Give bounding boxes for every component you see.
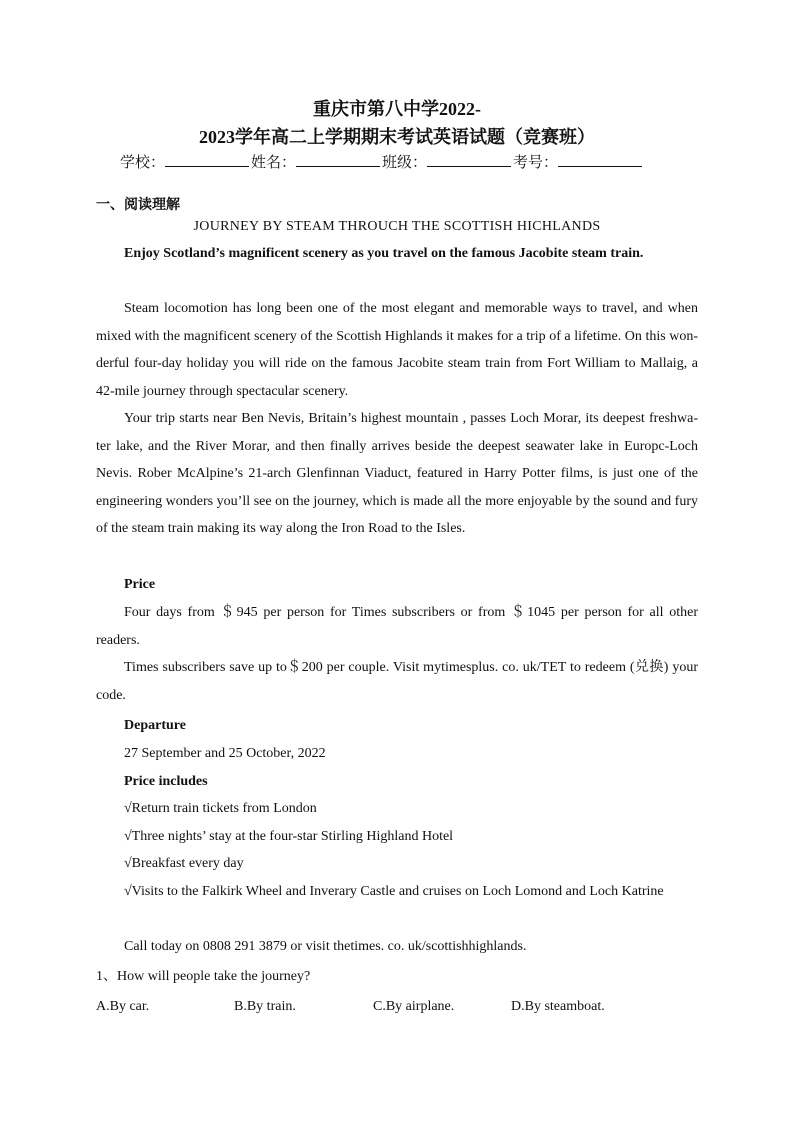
question-number: 1、	[96, 969, 117, 984]
option-d[interactable]: D.By steamboat.	[511, 999, 605, 1014]
departure-text: 27 September and 25 October, 2022	[124, 746, 326, 761]
departure-heading: Departure	[124, 718, 186, 733]
school-blank[interactable]	[165, 152, 249, 167]
name-blank[interactable]	[296, 152, 380, 167]
price-heading: Price	[124, 577, 156, 592]
exam-number-label: 考号：	[513, 155, 559, 171]
exam-title-line1: 重庆市第八中学2022-	[313, 99, 481, 119]
school-label: 学校：	[120, 155, 166, 171]
subscribers-text: Times subscribers save up to＄200 per couple. Visit mytimesplus. co. uk/TET to redeem (兑换) your code.	[96, 660, 698, 703]
name-label: 姓名：	[251, 155, 297, 171]
exam-title-line2: 2023学年高二上学期期末考试英语试题（竞赛班）	[199, 127, 595, 147]
article-paragraph-1: Steam locomotion has long been one of the most elegant and memorable ways to travel, and when mixed with the magnificent scenery of the Scottish Highlands it makes for a trip of a lifetime. On this won-derful four-day holiday you will ride on the famous Jacobite steam train from Fort William to Mallaig, a 42-mile journey through spectacular scenery.	[96, 301, 698, 399]
class-label: 班级：	[382, 155, 428, 171]
section-heading: 一、阅读理解	[96, 198, 180, 213]
includes-item: √Three nights’ stay at the four-star Stirling Highland Hotel	[124, 829, 454, 844]
includes-item: √Visits to the Falkirk Wheel and Inverary Castle and cruises on Loch Lomond and Loch Katrine	[124, 884, 664, 899]
article-intro: Enjoy Scotland’s magnificent scenery as you travel on the famous Jacobite steam train.	[124, 246, 644, 261]
option-c[interactable]: C.By airplane.	[373, 999, 455, 1014]
includes-item: √Breakfast every day	[124, 856, 244, 871]
includes-heading: Price includes	[124, 774, 208, 789]
call-text: Call today on 0808 291 3879 or visit thetimes. co. uk/scottishhighlands.	[124, 939, 527, 954]
article-paragraph-2: Your trip starts near Ben Nevis, Britain’s highest mountain , passes Loch Morar, its deepest freshwa-ter lake, and the River Morar, and then finally arrives beside the deepest seawater lake in Europc-Loch Nevis. Rober McAlpine’s 21-arch Glenfinnan Viaduct, featured in Harry Potter films, is just one of the engineering wonders you’ll see on the journey, which is made all the more enjoyable by the sound and fury of the steam train making its way along the Iron Road to the Isles.	[96, 411, 698, 537]
option-a[interactable]: A.By car.	[96, 999, 150, 1014]
article-title: JOURNEY BY STEAM THROUCH THE SCOTTISH HICHLANDS	[193, 219, 601, 234]
includes-item: √Return train tickets from London	[124, 801, 317, 816]
student-info-line	[120, 152, 680, 174]
class-blank[interactable]	[427, 152, 511, 167]
option-b[interactable]: B.By train.	[234, 999, 296, 1014]
exam-number-blank[interactable]	[558, 152, 642, 167]
question-text: How will people take the journey?	[117, 969, 311, 984]
price-text: Four days from ＄945 per person for Times subscribers or from ＄1045 per person for all other readers.	[96, 605, 698, 648]
question-1	[96, 966, 310, 988]
